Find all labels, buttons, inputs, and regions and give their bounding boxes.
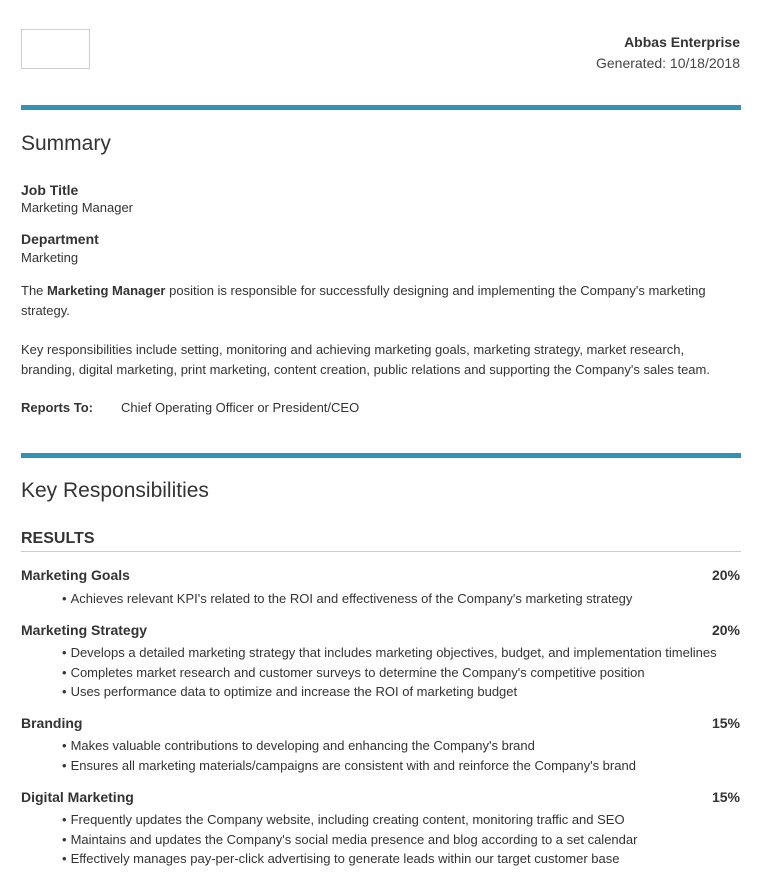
responsibility-bullets-digital-marketing [62,810,637,869]
list-item: • Ensures all marketing materials/campaigns are consistent with and reinforce the Company's brand [62,756,636,776]
list-item: • Develops a detailed marketing strategy that includes marketing objectives, budget, and implementation timelines [62,643,717,663]
company-name: Abbas Enterprise [624,34,740,50]
responsibility-bullets-marketing-strategy [62,643,717,702]
department-value: Marketing [21,250,79,265]
responsibility-percent-marketing-goals: 20% [711,567,740,583]
summary-section-title: Summary [21,132,111,155]
list-item: • Achieves relevant KPI's related to the ROI and effectiveness of the Company's marketing strategy [62,589,632,609]
reports-to-label: Reports To: [21,400,93,415]
results-heading: RESULTS [21,530,95,547]
job-title-label: Job Title [21,182,79,198]
reports-to-value: Chief Operating Officer or President/CEO [121,400,360,415]
responsibility-title-marketing-goals: Marketing Goals [21,567,130,583]
summary-intro-paragraph [21,281,737,321]
responsibility-bullets-marketing-goals [62,589,632,609]
list-item: • Effectively manages pay-per-click advertising to generate leads within our target customer base [62,849,637,869]
responsibility-title-digital-marketing: Digital Marketing [21,789,134,805]
responsibility-percent-marketing-strategy: 20% [711,622,740,638]
company-logo-placeholder [21,29,90,69]
list-item: • Uses performance data to optimize and increase the ROI of marketing budget [62,682,717,702]
responsibility-title-branding: Branding [21,715,83,731]
key-responsibilities-paragraph: Key responsibilities include setting, monitoring and achieving marketing goals, marketing strategy, market research, branding, digital marketing, print marketing, content creation, public relations and supporting the Company's sales team. [21,342,710,377]
responsibility-title-marketing-strategy: Marketing Strategy [21,622,148,638]
section-divider-responsibilities [21,453,741,458]
key-responsibilities-section-title: Key Responsibilities [21,479,209,502]
generated-date: Generated: 10/18/2018 [595,55,740,71]
responsibility-percent-digital-marketing: 15% [711,789,740,805]
intro-prefix: The [21,283,48,298]
section-divider-summary [21,105,741,110]
list-item: • Maintains and updates the Company's social media presence and blog according to a set calendar [62,830,637,850]
department-label: Department [21,231,99,247]
job-title-value: Marketing Manager [21,200,133,215]
list-item: • Makes valuable contributions to developing and enhancing the Company's brand [62,736,636,756]
responsibility-percent-branding: 15% [711,715,740,731]
intro-suffix: position is responsible for successfully designing and implementing the Company's marketing strategy. [21,283,706,318]
reports-to-row [21,400,359,415]
list-item: • Completes market research and customer surveys to determine the Company's competitive position [62,663,717,683]
responsibility-bullets-branding [62,736,636,775]
results-divider [21,551,741,552]
list-item: • Frequently updates the Company website, including creating content, monitoring traffic and SEO [62,810,637,830]
intro-job-title: Marketing Manager [47,283,166,298]
